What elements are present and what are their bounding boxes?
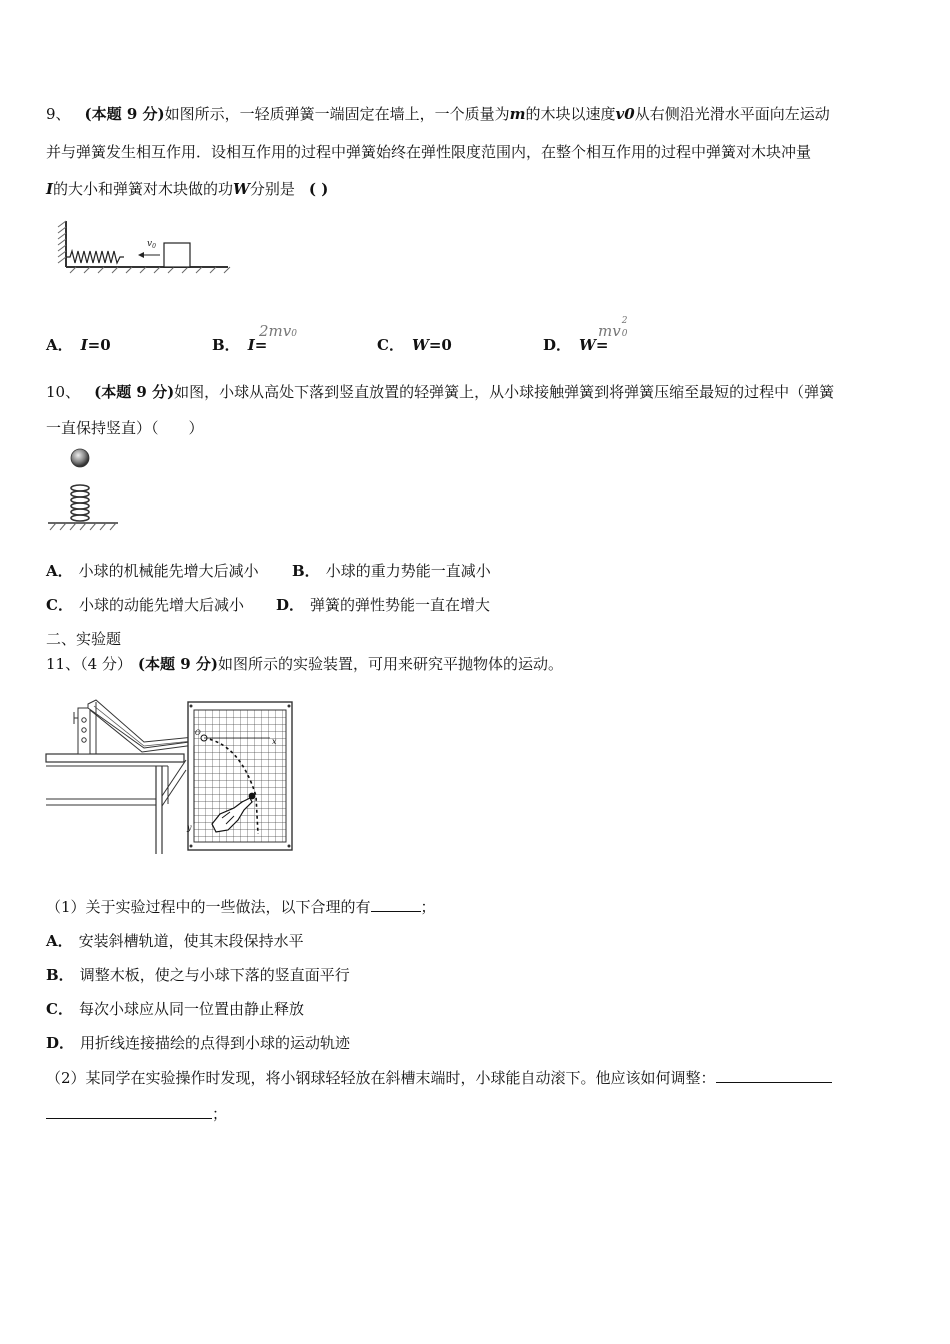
- q9-spring-block-figure: [48, 215, 244, 287]
- q9-option-d-formula: mv 2 0: [598, 316, 628, 340]
- q11-option-b[interactable]: B． 调整木板，使之与小球下落的竖直面平行: [46, 966, 350, 984]
- q10-option-b[interactable]: B． 小球的重力势能一直减小: [292, 562, 491, 580]
- q10-ball-spring-figure: [46, 444, 122, 534]
- q9-line1: 9、 (本题 9 分)如图所示，一轻质弹簧一端固定在墙上，一个质量为m的木块以速度v0从右侧沿光滑水平面向左运动: [46, 105, 830, 123]
- q10-line1: 10、 (本题 9 分)如图，小球从高处下落到竖直放置的轻弹簧上，从小球接触弹簧到将弹簧压缩至最短的过程中（弹簧: [46, 383, 835, 401]
- q9-line2: 并与弹簧发生相互作用．设相互作用的过程中弹簧始终在弹性限度范围内，在整个相互作用的过程中弹簧对木块冲量: [46, 143, 812, 161]
- q9-option-b[interactable]: B． I=: [212, 336, 268, 354]
- q11-sub1: （1）关于实验过程中的一些做法，以下合理的有 ；: [46, 898, 436, 916]
- q11-option-d[interactable]: D． 用折线连接描绘的点得到小球的运动轨迹: [46, 1034, 351, 1052]
- q10-option-c[interactable]: C． 小球的动能先增大后减小: [46, 596, 244, 614]
- q11-option-a[interactable]: A． 安装斜槽轨道，使其末段保持水平: [46, 932, 304, 950]
- q11-sub2-continuation: ；: [46, 1103, 227, 1124]
- q9-option-a[interactable]: A． I=0: [46, 336, 111, 354]
- q11-apparatus-figure: [44, 696, 296, 856]
- q11-line1: 11、（4 分） (本题 9 分)如图所示的实验装置，可用来研究平抛物体的运动。: [46, 655, 563, 673]
- q11-sub2: （2）某同学在实验操作时发现，将小钢球轻轻放在斜槽末端时，小球能自动滚下。他应该如何调整：: [46, 1067, 832, 1088]
- q11-sub2-answer-blank-line2[interactable]: [46, 1104, 212, 1119]
- q9-option-b-formula: 2mv0: [259, 322, 297, 340]
- q11-sub1-answer-blank[interactable]: [371, 897, 421, 912]
- q11-fig-x-label: x: [272, 737, 277, 746]
- q10-line2: 一直保持竖直）（ ）: [46, 419, 204, 437]
- q9-option-c[interactable]: C． W=0: [377, 336, 452, 354]
- q9-option-d[interactable]: D． W=: [543, 336, 609, 354]
- q10-option-a[interactable]: A． 小球的机械能先增大后减小: [46, 562, 259, 580]
- q9-fig-v0-label: $v_0$: [147, 239, 156, 250]
- q9-line3: I的大小和弹簧对木块做的功W分别是 ( ): [46, 180, 329, 198]
- q11-sub2-answer-blank-line1[interactable]: [716, 1068, 832, 1083]
- q11-fig-y-label: y: [187, 823, 192, 832]
- section-title-experiment: 二、实验题: [46, 630, 122, 648]
- q10-option-d[interactable]: D． 弹簧的弹性势能一直在增大: [276, 596, 491, 614]
- q11-fig-origin-label: O: [195, 729, 201, 737]
- q11-option-c[interactable]: C． 每次小球应从同一位置由静止释放: [46, 1000, 304, 1018]
- q9-score: (本题 9 分): [84, 105, 165, 123]
